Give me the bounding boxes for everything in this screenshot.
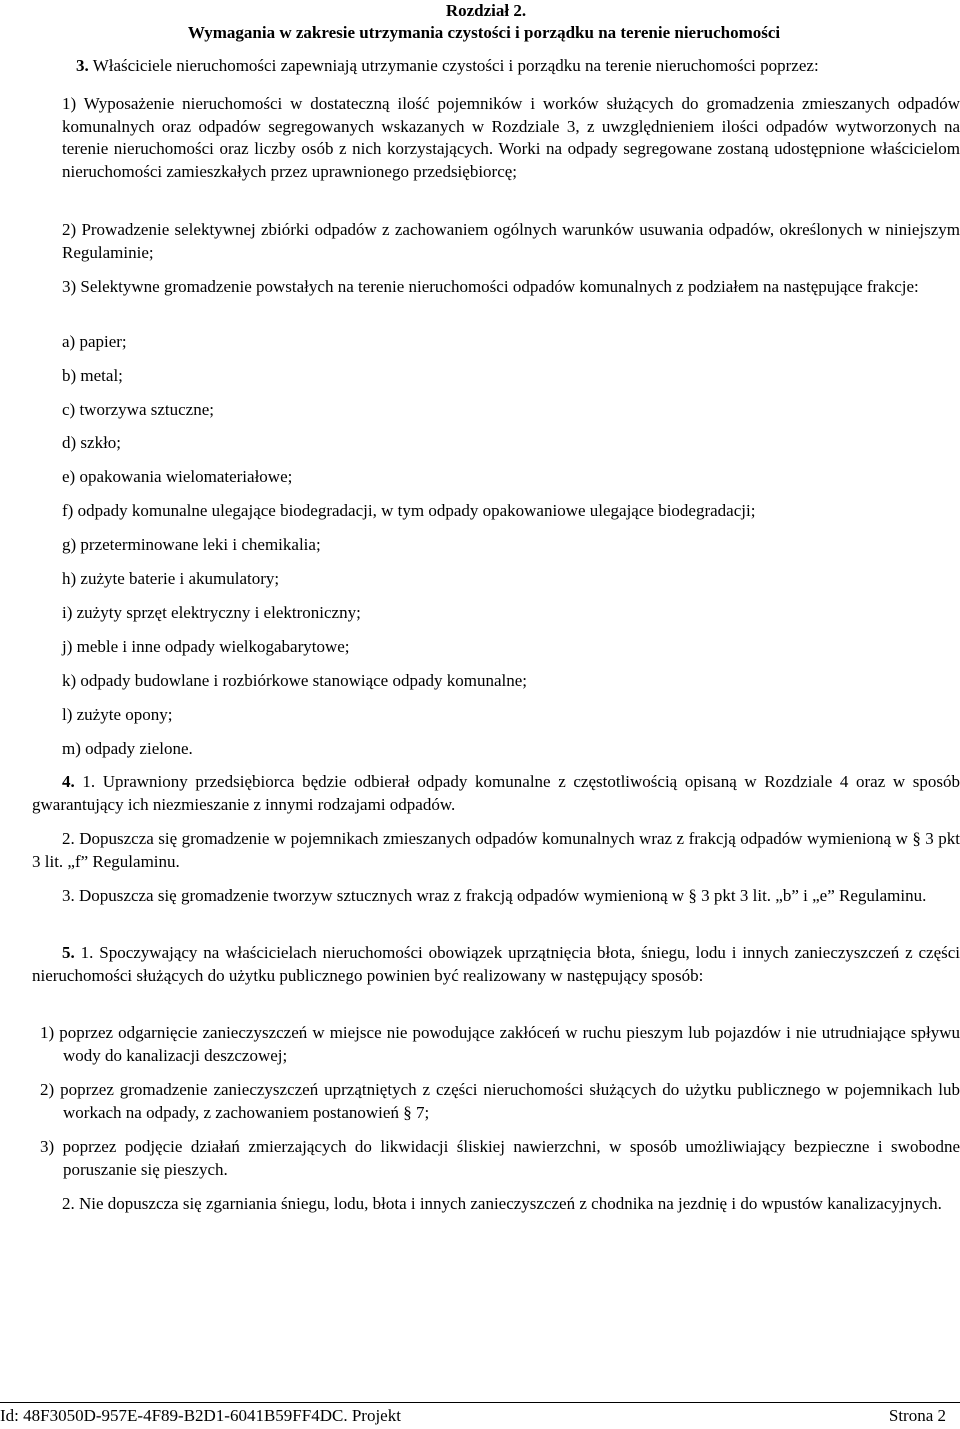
- fraction-item: m) odpady zielone.: [62, 739, 193, 758]
- section-4-paragraph-1-text: Uprawniony przedsiębiorca będzie odbierał odpady komunalne z częstotliwością opisaną w Rozdziale 4 oraz w sposób gwarantujący ich niezmieszanie z innymi rodzajami odpadów.: [32, 772, 960, 814]
- fraction-item: l) zużyte opony;: [62, 705, 173, 724]
- section-5-paragraph-2-text: Nie dopuszcza się zgarniania śniegu, lodu, błota i innych zanieczyszczeń z chodnika na jezdnię i do wpustów kanalizacyjnych.: [79, 1194, 942, 1213]
- section-5-item: 1) poprzez odgarnięcie zanieczyszczeń w miejsce nie powodujące zakłóceń w ruchu pieszym lub pojazdów i nie utrudniające spływu wody do kanalizacji deszczowej;: [40, 1023, 960, 1065]
- fraction-item: c) tworzywa sztuczne;: [62, 400, 214, 419]
- section-3-intro: [62, 55, 960, 78]
- chapter-number: Rozdział 2.: [445, 1, 527, 20]
- section-4-paragraph-2: [32, 828, 960, 873]
- fraction-item: g) przeterminowane leki i chemikalia;: [62, 535, 321, 554]
- section-4-paragraph-2-number: 2.: [62, 829, 75, 848]
- section-5-paragraph-1: [32, 942, 960, 987]
- fraction-item: e) opakowania wielomateriałowe;: [62, 467, 293, 486]
- page-footer: [0, 1402, 960, 1429]
- section-4-paragraph-1-number: 1.: [82, 772, 96, 791]
- fraction-item: f) odpady komunalne ulegające biodegradacji, w tym odpady opakowaniowe ulegające biodegradacji;: [62, 501, 756, 520]
- fraction-item: h) zużyte baterie i akumulatory;: [62, 569, 280, 588]
- document-id: Id: 48F3050D-957E-4F89-B2D1-6041B59FF4DC. Projekt: [0, 1406, 401, 1425]
- chapter-heading: [0, 0, 960, 44]
- section-3-number: 3.: [76, 56, 89, 75]
- section-3-point-3: 3) Selektywne gromadzenie powstałych na terenie nieruchomości odpadów komunalnych z podziałem na następujące frakcje:: [62, 277, 919, 296]
- fraction-item: b) metal;: [62, 366, 123, 385]
- section-4-paragraph-3-number: 3.: [62, 886, 75, 905]
- section-3-point-1: 1) Wyposażenie nieruchomości w dostateczną ilość pojemników i worków służących do gromadzenia zmieszanych odpadów komunalnych oraz odpadów segregowanych wskazanych w Rozdziale 3, z uwzględnieniem ilości odpadów wytworzonych na terenie nieruchomości oraz liczby osób z nich korzystających. Worki na odpady segregowane zostaną udostępnione właścicielom nieruchomości zamieszkałych przez uprawnionego przedsiębiorcę;: [62, 94, 960, 181]
- section-4-paragraph-3: [32, 885, 960, 908]
- fraction-item: j) meble i inne odpady wielkogabarytowe;: [62, 637, 350, 656]
- page-number: Strona 2: [888, 1406, 946, 1425]
- section-5-item: 2) poprzez gromadzenie zanieczyszczeń uprzątniętych z części nieruchomości służących do użytku publicznego w pojemnikach lub workach na odpady, z zachowaniem postanowień § 7;: [40, 1080, 960, 1122]
- section-4-paragraph-2-text: Dopuszcza się gromadzenie w pojemnikach zmieszanych odpadów komunalnych wraz z frakcją odpadów wymienioną w § 3 pkt 3 lit. „f” Regulaminu.: [32, 829, 960, 871]
- section-5-paragraph-2-number: 2.: [62, 1194, 75, 1213]
- fraction-item: i) zużyty sprzęt elektryczny i elektroniczny;: [62, 603, 361, 622]
- section-4-paragraph-1: [32, 771, 960, 816]
- fraction-item: a) papier;: [62, 332, 127, 351]
- section-4-number: 4.: [62, 772, 75, 791]
- section-5-paragraph-1-number: 1.: [80, 943, 94, 962]
- section-5-number: 5.: [62, 943, 75, 962]
- section-3-intro-text: Właściciele nieruchomości zapewniają utrzymanie czystości i porządku na terenie nieruchomości poprzez:: [92, 56, 819, 75]
- section-5-paragraph-2: [32, 1193, 960, 1216]
- chapter-title: Wymagania w zakresie utrzymania czystości i porządku na terenie nieruchomości: [187, 23, 781, 42]
- section-3-point-2: 2) Prowadzenie selektywnej zbiórki odpadów z zachowaniem ogólnych warunków usuwania odpadów, określonych w niniejszym Regulaminie;: [62, 220, 960, 262]
- section-5-item: 3) poprzez podjęcie działań zmierzających do likwidacji śliskiej nawierzchni, w sposób umożliwiający bezpieczne i swobodne poruszanie się pieszych.: [40, 1137, 960, 1179]
- section-4-paragraph-3-text: Dopuszcza się gromadzenie tworzyw sztucznych wraz z frakcją odpadów wymienioną w § 3 pkt 3 lit. „b” i „e” Regulaminu.: [79, 886, 927, 905]
- fraction-item: k) odpady budowlane i rozbiórkowe stanowiące odpady komunalne;: [62, 671, 528, 690]
- fraction-item: d) szkło;: [62, 433, 122, 452]
- section-5-paragraph-1-text: Spoczywający na właścicielach nieruchomości obowiązek uprzątnięcia błota, śniegu, lodu i innych zanieczyszczeń z części nieruchomości służących do użytku publicznego powinien być realizowany w następujący sposób:: [32, 943, 960, 985]
